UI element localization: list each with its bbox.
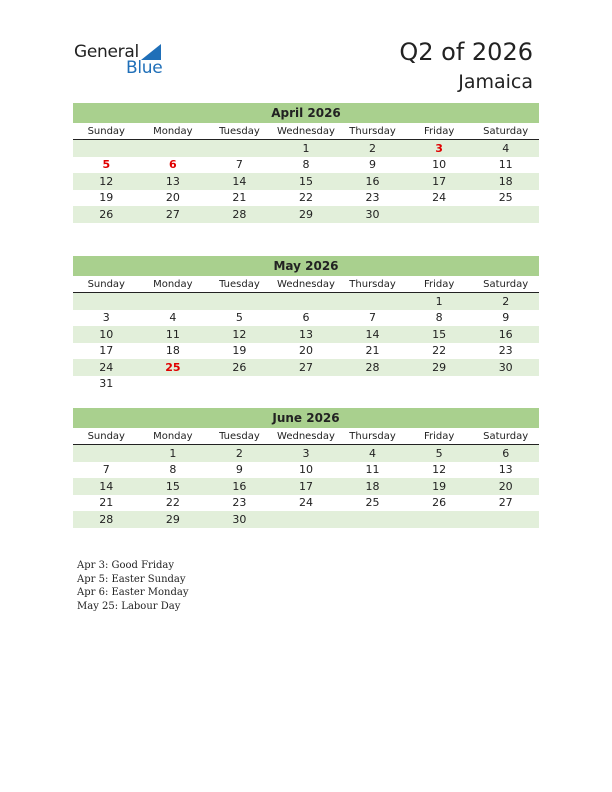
day-cell: 2	[472, 293, 539, 310]
day-cell: 14	[73, 478, 140, 495]
weekday-header: Sunday	[73, 123, 140, 140]
holiday-note: May 25: Labour Day	[77, 600, 181, 612]
day-cell: 1	[406, 293, 473, 310]
day-cell: 24	[432, 191, 447, 205]
week-row	[73, 445, 539, 462]
day-cell: 25	[498, 191, 513, 205]
country-name: Jamaica	[458, 71, 533, 93]
day-cell: 12	[432, 463, 447, 477]
calendar-grid	[73, 276, 539, 392]
empty-day-cell	[339, 511, 406, 528]
day-cell: 14	[206, 173, 273, 190]
empty-day-cell	[206, 140, 273, 157]
day-cell: 14	[339, 326, 406, 343]
week-row	[73, 173, 539, 190]
empty-day-cell	[140, 376, 207, 393]
empty-day-cell	[406, 206, 473, 223]
day-cell: 28	[339, 359, 406, 376]
month-june	[73, 408, 539, 528]
day-cell: 4	[339, 445, 406, 462]
day-cell: 29	[406, 359, 473, 376]
day-cell: 28	[73, 511, 140, 528]
day-cell: 26	[432, 496, 447, 510]
weekday-header: Wednesday	[273, 123, 340, 140]
empty-day-cell	[73, 293, 140, 310]
day-cell: 21	[99, 496, 114, 510]
holiday-note: Apr 6: Easter Monday	[77, 587, 189, 598]
weekday-header: Saturday	[472, 276, 539, 293]
day-cell: 10	[298, 463, 313, 477]
month-title: June 2026	[73, 408, 539, 428]
weekday-header: Tuesday	[206, 428, 273, 445]
empty-day-cell	[140, 293, 207, 310]
week-row	[73, 376, 539, 393]
weekday-header: Monday	[140, 428, 207, 445]
month-title: April 2026	[73, 103, 539, 123]
week-row	[73, 157, 539, 174]
day-cell: 2	[339, 140, 406, 157]
empty-day-cell	[406, 376, 473, 393]
week-row	[73, 478, 539, 495]
day-cell: 30	[472, 359, 539, 376]
week-row	[73, 462, 539, 479]
week-row	[73, 511, 539, 528]
empty-day-cell	[472, 511, 539, 528]
day-cell: 19	[99, 191, 114, 205]
calendar-grid	[73, 123, 539, 223]
empty-day-cell	[472, 376, 539, 393]
day-cell: 12	[73, 173, 140, 190]
day-cell: 16	[206, 478, 273, 495]
day-cell: 22	[165, 496, 180, 510]
day-cell: 8	[435, 311, 443, 325]
day-cell: 11	[365, 463, 380, 477]
day-cell: 20	[165, 191, 180, 205]
day-cell: 1	[140, 445, 207, 462]
day-cell: 27	[273, 359, 340, 376]
day-cell: 5	[406, 445, 473, 462]
day-cell: 18	[472, 173, 539, 190]
day-cell: 3	[273, 445, 340, 462]
holiday-notes	[77, 559, 189, 613]
day-cell: 7	[102, 463, 110, 477]
day-cell: 16	[472, 326, 539, 343]
weekday-header: Friday	[406, 428, 473, 445]
day-cell: 27	[498, 496, 513, 510]
day-cell: 24	[73, 359, 140, 376]
empty-day-cell	[339, 293, 406, 310]
weekday-header: Friday	[406, 123, 473, 140]
weekday-header: Saturday	[472, 428, 539, 445]
day-cell: 11	[140, 326, 207, 343]
weekday-header: Tuesday	[206, 276, 273, 293]
day-cell: 11	[498, 158, 513, 172]
empty-day-cell	[140, 140, 207, 157]
empty-day-cell	[273, 376, 340, 393]
day-cell: 25	[140, 359, 207, 376]
day-cell: 19	[232, 344, 247, 358]
empty-day-cell	[73, 140, 140, 157]
week-row	[73, 310, 539, 327]
empty-day-cell	[472, 206, 539, 223]
day-cell: 9	[369, 158, 377, 172]
day-cell: 24	[298, 496, 313, 510]
weekday-header: Sunday	[73, 428, 140, 445]
calendar-grid	[73, 428, 539, 528]
week-row	[73, 206, 539, 223]
weekday-header: Monday	[140, 123, 207, 140]
day-cell: 22	[298, 191, 313, 205]
weekday-header: Tuesday	[206, 123, 273, 140]
weekday-header: Wednesday	[273, 428, 340, 445]
month-april	[73, 103, 539, 223]
empty-day-cell	[73, 445, 140, 462]
day-cell: 1	[273, 140, 340, 157]
day-cell: 7	[369, 311, 377, 325]
day-cell: 23	[498, 344, 513, 358]
week-row	[73, 343, 539, 360]
day-cell: 10	[73, 326, 140, 343]
empty-day-cell	[273, 511, 340, 528]
day-cell: 17	[99, 344, 114, 358]
day-cell: 9	[235, 463, 243, 477]
day-cell: 29	[140, 511, 207, 528]
weekday-header: Monday	[140, 276, 207, 293]
day-cell: 23	[365, 191, 380, 205]
week-row	[73, 190, 539, 207]
day-cell: 20	[472, 478, 539, 495]
logo-text-general: General	[74, 42, 139, 62]
month-may	[73, 256, 539, 392]
day-cell: 26	[206, 359, 273, 376]
day-cell: 18	[165, 344, 180, 358]
day-cell: 10	[432, 158, 447, 172]
holiday-note: Apr 5: Easter Sunday	[77, 573, 186, 585]
day-cell: 15	[273, 173, 340, 190]
day-cell: 21	[365, 344, 380, 358]
day-cell: 8	[169, 463, 177, 477]
day-cell: 13	[273, 326, 340, 343]
week-row	[73, 293, 539, 310]
day-cell: 15	[406, 326, 473, 343]
empty-day-cell	[273, 293, 340, 310]
day-cell: 5	[102, 158, 111, 172]
day-cell: 4	[169, 311, 177, 325]
day-cell: 3	[406, 140, 473, 157]
day-cell: 4	[472, 140, 539, 157]
weekday-header: Thursday	[339, 276, 406, 293]
day-cell: 17	[273, 478, 340, 495]
day-cell: 20	[298, 344, 313, 358]
day-cell: 19	[406, 478, 473, 495]
logo-text-blue: Blue	[126, 58, 163, 78]
empty-day-cell	[206, 376, 273, 393]
week-row	[73, 140, 539, 157]
day-cell: 22	[432, 344, 447, 358]
day-cell: 9	[502, 311, 510, 325]
weekday-header: Saturday	[472, 123, 539, 140]
day-cell: 13	[140, 173, 207, 190]
day-cell: 25	[365, 496, 380, 510]
weekday-header: Thursday	[339, 428, 406, 445]
day-cell: 6	[169, 158, 177, 172]
day-cell: 26	[73, 206, 140, 223]
day-cell: 30	[339, 206, 406, 223]
day-cell: 6	[472, 445, 539, 462]
day-cell: 7	[235, 158, 243, 172]
day-cell: 16	[339, 173, 406, 190]
empty-day-cell	[339, 376, 406, 393]
day-cell: 18	[339, 478, 406, 495]
day-cell: 31	[99, 377, 114, 391]
day-cell: 27	[140, 206, 207, 223]
weekday-header: Thursday	[339, 123, 406, 140]
empty-day-cell	[206, 293, 273, 310]
logo	[74, 42, 174, 78]
weekday-header: Wednesday	[273, 276, 340, 293]
day-cell: 5	[235, 311, 243, 325]
page-title: Q2 of 2026	[399, 38, 533, 66]
day-cell: 29	[273, 206, 340, 223]
weekday-header: Friday	[406, 276, 473, 293]
day-cell: 15	[140, 478, 207, 495]
month-title: May 2026	[73, 256, 539, 276]
day-cell: 28	[206, 206, 273, 223]
day-cell: 8	[302, 158, 310, 172]
empty-day-cell	[406, 511, 473, 528]
week-row	[73, 326, 539, 343]
holiday-note: Apr 3: Good Friday	[77, 560, 175, 571]
week-row	[73, 359, 539, 376]
day-cell: 30	[206, 511, 273, 528]
day-cell: 2	[206, 445, 273, 462]
day-cell: 12	[206, 326, 273, 343]
day-cell: 23	[232, 496, 247, 510]
weekday-header: Sunday	[73, 276, 140, 293]
day-cell: 17	[406, 173, 473, 190]
week-row	[73, 495, 539, 512]
day-cell: 3	[102, 311, 110, 325]
day-cell: 13	[498, 463, 513, 477]
day-cell: 21	[232, 191, 247, 205]
day-cell: 6	[302, 311, 310, 325]
